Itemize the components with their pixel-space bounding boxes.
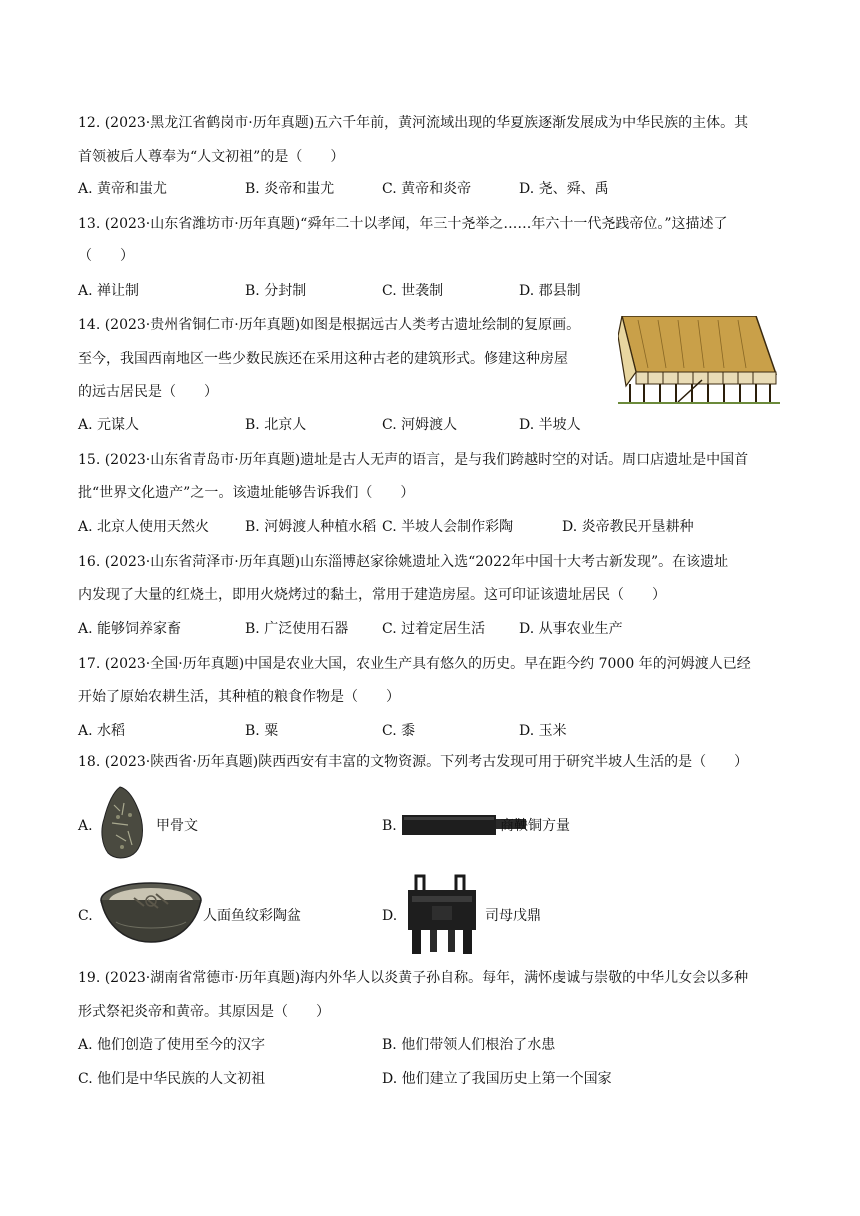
q15-stem-line-2: 批“世界文化遗产”之一。该遗址能够告诉我们（ ） <box>78 485 415 501</box>
painted-pottery-basin-icon <box>98 880 204 946</box>
q13-option-b: B. 分封制 <box>245 283 307 299</box>
q16-option-b: B. 广泛使用石器 <box>245 621 349 637</box>
q16-stem-line-1: 16. (2023·山东省菏泽市·历年真题)山东淄博赵家徐姚遗址入选“2022年中国十大考古新发现”。在该遗址 <box>78 554 729 570</box>
stilt-house-illustration <box>618 316 780 406</box>
q13-stem-line-1: 13. (2023·山东省潍坊市·历年真题)“舜年二十以孝闻，年三十尧举之……年六十一代尧践帝位。”这描述了 <box>78 216 728 232</box>
q19-option-b: B. 他们带领人们根治了水患 <box>382 1037 556 1053</box>
q14-option-d: D. 半坡人 <box>519 417 581 433</box>
q19-option-c: C. 他们是中华民族的人文初祖 <box>78 1071 266 1087</box>
q16-option-a: A. 能够饲养家畜 <box>78 621 182 637</box>
q15-option-d: D. 炎帝教民开垦耕种 <box>562 519 694 535</box>
q17-option-c: C. 黍 <box>382 723 416 739</box>
q14-stem-line-1: 14. (2023·贵州省铜仁市·历年真题)如图是根据远古人类考古遗址绘制的复原画。 <box>78 317 581 333</box>
q18-option-c-label: 人面鱼纹彩陶盆 <box>203 908 301 924</box>
q19-stem-line-2: 形式祭祀炎帝和黄帝。其原因是（ ） <box>78 1004 330 1020</box>
q14-option-b: B. 北京人 <box>245 417 307 433</box>
q18-option-d-label: 司母戊鼎 <box>485 908 541 924</box>
q15-stem-line-1: 15. (2023·山东省青岛市·历年真题)遗址是古人无声的语言，是与我们跨越时空的对话。周口店遗址是中国首 <box>78 452 749 468</box>
bronze-ding-icon <box>404 874 480 956</box>
q18-option-a-letter: A. <box>78 818 93 834</box>
q18-option-a-label: 甲骨文 <box>156 818 198 834</box>
q18-option-b-label: 商鞅铜方量 <box>500 818 570 834</box>
q13-option-a: A. 禅让制 <box>78 283 140 299</box>
q18-option-b-letter: B. <box>382 818 397 834</box>
q12-stem-line-2: 首领被后人尊奉为“人文初祖”的是（ ） <box>78 149 345 165</box>
q17-stem-line-1: 17. (2023·全国·历年真题)中国是农业大国，农业生产具有悠久的历史。早在距今约 7000 年的河姆渡人已经 <box>78 656 751 672</box>
q14-stem-line-2: 至今，我国西南地区一些少数民族还在采用这种古老的建筑形式。修建这种房屋 <box>78 351 568 367</box>
q15-option-c: C. 半坡人会制作彩陶 <box>382 519 514 535</box>
q18-option-d-letter: D. <box>382 908 398 924</box>
q17-option-a: A. 水稻 <box>78 723 126 739</box>
q12-option-d: D. 尧、舜、禹 <box>519 181 609 197</box>
q16-stem-line-2: 内发现了大量的红烧土，即用火烧烤过的黏土，常用于建造房屋。这可印证该遗址居民（ ） <box>78 587 666 603</box>
q19-option-a: A. 他们创造了使用至今的汉字 <box>78 1037 266 1053</box>
q12-option-b: B. 炎帝和蚩尤 <box>245 181 335 197</box>
q19-option-d: D. 他们建立了我国历史上第一个国家 <box>382 1071 612 1087</box>
q12-stem-line-1: 12. (2023·黑龙江省鹤岗市·历年真题)五六千年前，黄河流域出现的华夏族逐渐发展成为中华民族的主体。其 <box>78 115 749 131</box>
q18-stem-line-1: 18. (2023·陕西省·历年真题)陕西西安有丰富的文物资源。下列考古发现可用于研究半坡人生活的是（ ） <box>78 754 749 770</box>
q13-option-d: D. 郡县制 <box>519 283 581 299</box>
q12-option-c: C. 黄帝和炎帝 <box>382 181 472 197</box>
q15-option-b: B. 河姆渡人种植水稻 <box>245 519 377 535</box>
q12-option-a: A. 黄帝和蚩尤 <box>78 181 168 197</box>
q19-stem-line-1: 19. (2023·湖南省常德市·历年真题)海内外华人以炎黄子孙自称。每年，满怀虔诚与崇敬的中华儿女会以多种 <box>78 970 749 986</box>
q16-option-c: C. 过着定居生活 <box>382 621 486 637</box>
oracle-bone-icon <box>98 785 148 863</box>
q13-option-c: C. 世袭制 <box>382 283 444 299</box>
q15-option-a: A. 北京人使用天然火 <box>78 519 210 535</box>
q18-option-c-letter: C. <box>78 908 93 924</box>
q13-stem-line-2: （ ） <box>78 248 134 264</box>
q14-option-a: A. 元谋人 <box>78 417 140 433</box>
q17-stem-line-2: 开始了原始农耕生活，其种植的粮食作物是（ ） <box>78 689 400 705</box>
q16-option-d: D. 从事农业生产 <box>519 621 623 637</box>
q17-option-d: D. 玉米 <box>519 723 567 739</box>
q14-stem-line-3: 的远古居民是（ ） <box>78 384 218 400</box>
q17-option-b: B. 粟 <box>245 723 279 739</box>
q14-option-c: C. 河姆渡人 <box>382 417 458 433</box>
